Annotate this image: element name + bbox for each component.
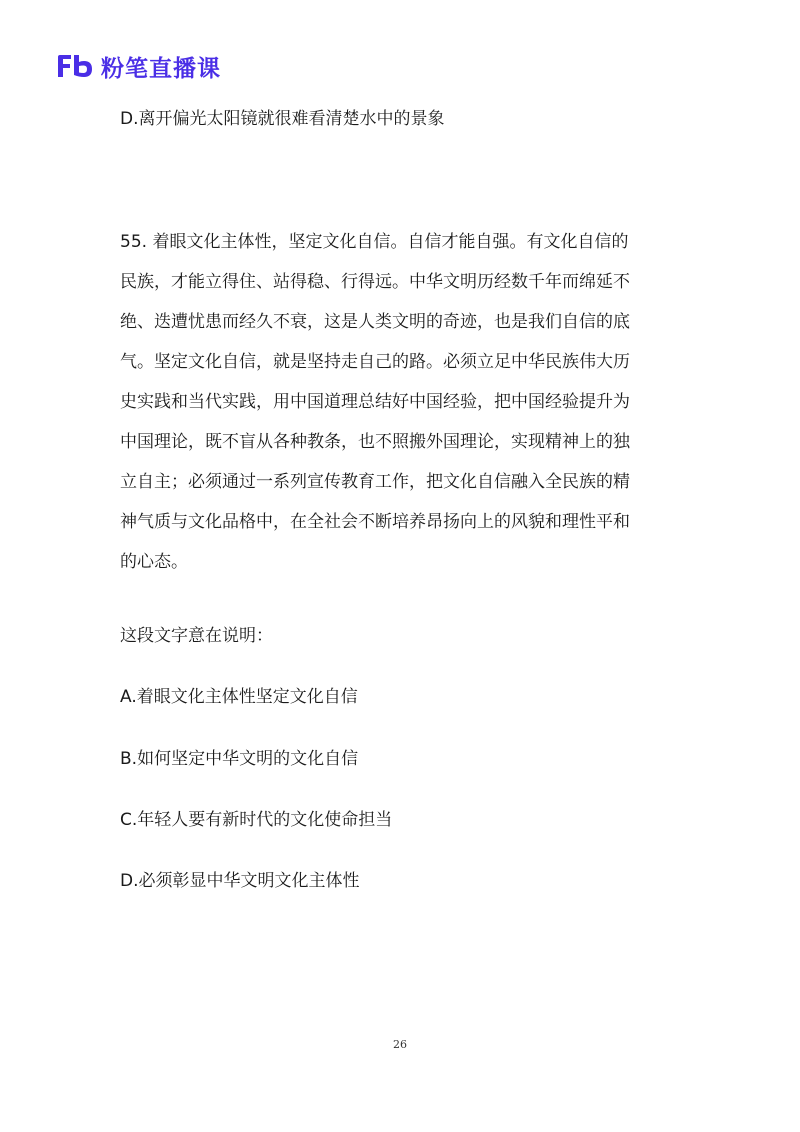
- option-c: C.年轻人要有新时代的文化使命担当: [120, 810, 393, 830]
- passage-line: 绝、迭遭忧患而经久不衰，这是人类文明的奇迹，也是我们自信的底: [120, 312, 630, 332]
- prev-option-d: D.离开偏光太阳镜就很难看清楚水中的景象: [120, 109, 445, 129]
- passage-line: 气。坚定文化自信，就是坚持走自己的路。必须立足中华民族伟大历: [120, 352, 630, 372]
- fb-logo-icon: [56, 53, 94, 79]
- passage-line: 立自主；必须通过一系列宣传教育工作，把文化自信融入全民族的精: [120, 472, 630, 492]
- passage-line: 的心态。: [120, 552, 188, 572]
- passage-line: 中国理论，既不盲从各种教条，也不照搬外国理论，实现精神上的独: [120, 432, 630, 452]
- passage-line: 史实践和当代实践，用中国道理总结好中国经验，把中国经验提升为: [120, 392, 630, 412]
- passage-line: 民族，才能立得住、站得稳、行得远。中华文明历经数千年而绵延不: [120, 272, 630, 292]
- question-prompt: 这段文字意在说明：: [120, 626, 273, 646]
- option-b: B.如何坚定中华文明的文化自信: [120, 749, 359, 769]
- option-a: A.着眼文化主体性坚定文化自信: [120, 687, 358, 707]
- option-d: D.必须彰显中华文明文化主体性: [120, 871, 360, 891]
- header: [56, 50, 221, 82]
- passage-line: 神气质与文化品格中，在全社会不断培养昂扬向上的风貌和理性平和: [120, 512, 630, 532]
- page-number: 26: [393, 1038, 407, 1051]
- passage-line: 55. 着眼文化主体性，坚定文化自信。自信才能自强。有文化自信的: [120, 232, 629, 252]
- logo-text: 粉笔直播课: [101, 55, 221, 82]
